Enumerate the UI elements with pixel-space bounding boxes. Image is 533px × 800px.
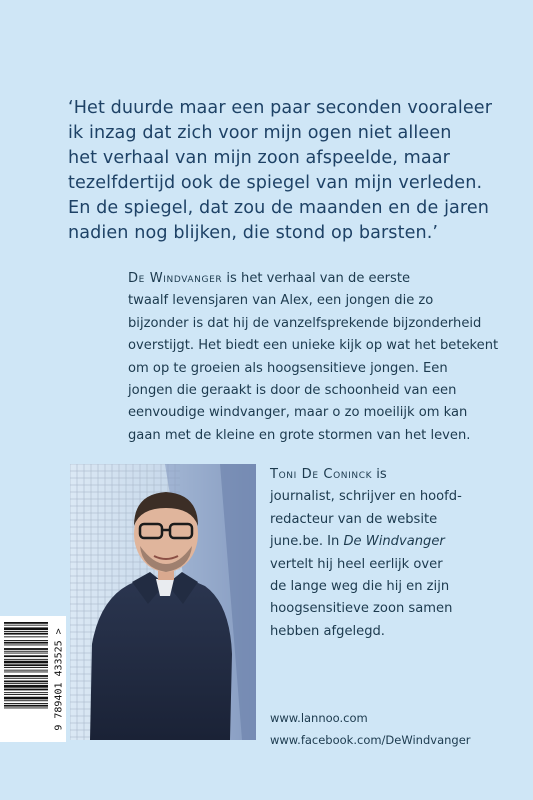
bio-line: de lange weg die hij en zijn — [270, 579, 450, 595]
book-title-italic: De Windvanger — [343, 534, 445, 550]
blurb-line: jongen die geraakt is door de schoonheid van een — [128, 383, 457, 399]
quote-line: nadien nog blijken, die stond op barsten.’ — [68, 223, 439, 243]
web-links — [270, 707, 471, 751]
bio-line: redacteur van de website — [270, 511, 438, 527]
blurb-line: eenvoudige windvanger, maar o zo moeilijk om kan — [128, 405, 468, 421]
quote-line: ‘Het duurde maar een paar seconden vooraleer — [68, 98, 493, 118]
publisher-website-link[interactable]: www.lannoo.com — [270, 711, 368, 725]
quote-line: het verhaal van mijn zoon afspeelde, maar — [68, 148, 450, 168]
blurb-text: is het verhaal van de eerste — [222, 271, 411, 286]
blurb-line: gaan met de kleine en grote stormen van het leven. — [128, 427, 471, 443]
blurb-line: bijzonder is dat hij de vanzelfsprekende bijzonderheid — [128, 315, 482, 331]
bio-line — [270, 531, 520, 553]
bio-line — [270, 464, 520, 486]
bio-line: hoogsensitieve zoon samen — [270, 601, 453, 617]
bio-text: june.be. In — [270, 534, 344, 550]
isbn-number: 9 789401 433525 > — [53, 627, 65, 731]
bio-text: is — [372, 467, 387, 482]
facebook-page-link[interactable]: www.facebook.com/DeWindvanger — [270, 733, 471, 747]
back-cover-quote — [68, 96, 498, 246]
quote-line: tezelfdertijd ook de spiegel van mijn verleden. — [68, 173, 483, 193]
quote-line: ik inzag dat zich voor mijn ogen niet alleen — [68, 123, 452, 143]
bio-line: journalist, schrijver en hoofd- — [270, 489, 462, 505]
bio-line: vertelt hij heel eerlijk over — [270, 556, 443, 572]
quote-line: En de spiegel, dat zou de maanden en de jaren — [68, 198, 490, 218]
blurb-line: twaalf levensjaren van Alex, een jongen die zo — [128, 293, 434, 309]
author-name: Toni De Coninck — [270, 467, 373, 482]
blurb-line — [128, 268, 513, 290]
bio-line: hebben afgelegd. — [270, 623, 385, 639]
book-blurb — [128, 268, 513, 447]
barcode-bars — [0, 616, 52, 742]
book-title: De Windvanger — [128, 271, 223, 286]
author-photo — [70, 464, 256, 740]
blurb-line: om op te groeien als hoogsensitieve jongen. Een — [128, 360, 448, 376]
author-bio — [270, 464, 520, 643]
blurb-line: overstijgt. Het biedt een unieke kijk op wat het betekent — [128, 338, 499, 354]
